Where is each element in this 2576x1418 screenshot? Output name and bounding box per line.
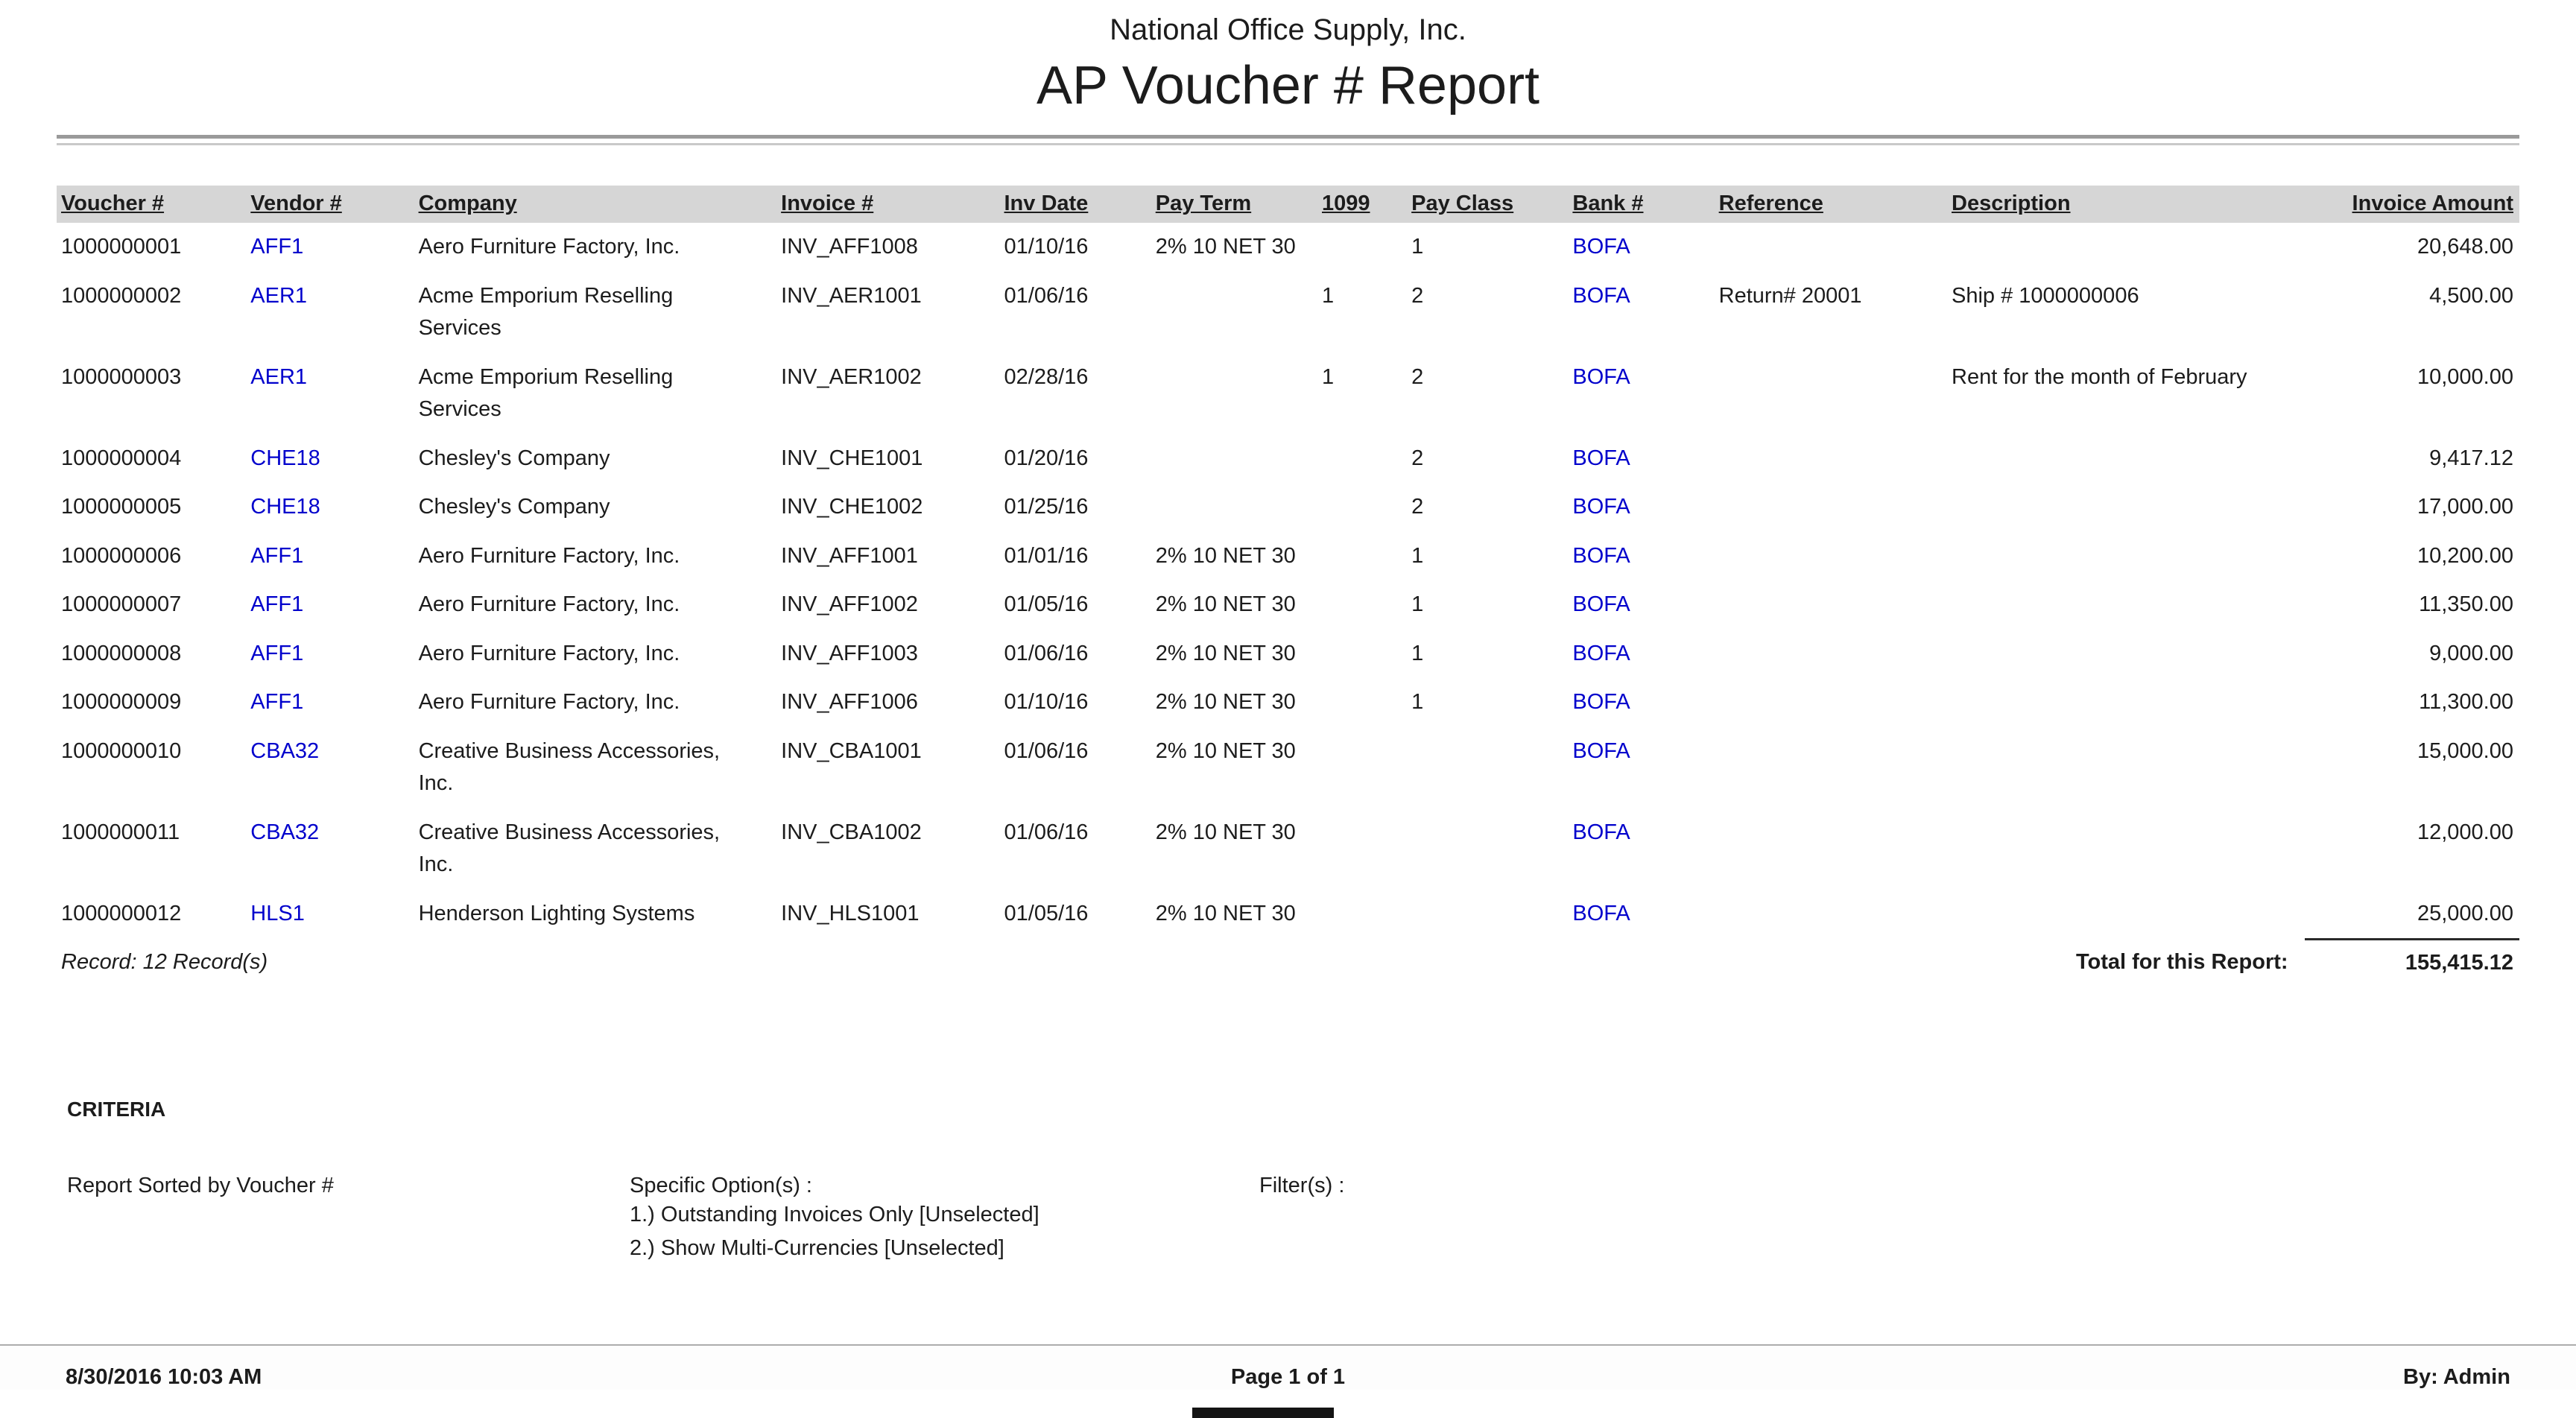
invoice-number-cell: INV_AFF1002: [781, 592, 918, 617]
table-row: [57, 483, 2519, 532]
invoice-amount-cell: 4,500.00: [2429, 283, 2513, 308]
report-header: [0, 0, 2576, 115]
reference-cell: [1715, 434, 1947, 484]
bank-link[interactable]: BOFA: [1572, 738, 1630, 763]
description-cell: [1947, 483, 2305, 532]
voucher-number-cell: 1000000011: [61, 820, 180, 844]
bank-link[interactable]: BOFA: [1572, 592, 1630, 617]
invoice-number-cell: INV_CHE1002: [781, 495, 923, 519]
col-pay-term: Pay Term: [1151, 186, 1317, 223]
company-cell: Aero Furniture Factory, Inc.: [418, 235, 680, 259]
invoice-number-cell: INV_CBA1002: [781, 820, 922, 844]
company-cell: Acme Emporium Reselling Services: [418, 283, 674, 341]
inv-date-cell: 01/01/16: [1004, 543, 1089, 568]
invoice-amount-cell: 12,000.00: [2417, 820, 2513, 844]
table-row: [57, 727, 2519, 808]
reference-cell: [1715, 483, 1947, 532]
reference-cell: [1715, 223, 1947, 272]
table-row: [57, 532, 2519, 581]
voucher-number-cell: 1000000004: [61, 446, 182, 470]
bottom-dark-bar: [1192, 1408, 1334, 1418]
footer-by-user: By: Admin: [2403, 1365, 2510, 1389]
bank-link[interactable]: BOFA: [1572, 495, 1630, 519]
inv-date-cell: 02/28/16: [1004, 364, 1089, 389]
footer-page-number: Page 1 of 1: [1230, 1365, 1346, 1389]
reference-cell: [1715, 580, 1947, 630]
vendor-link[interactable]: CBA32: [250, 820, 320, 844]
pay-class-cell: [1407, 890, 1568, 940]
invoice-amount-cell: 11,350.00: [2419, 592, 2513, 617]
criteria-filters-label: Filter(s) :: [1259, 1173, 1345, 1197]
ten99-cell: [1317, 727, 1407, 808]
pay-term-cell: 2% 10 NET 30: [1155, 543, 1296, 568]
vendor-link[interactable]: AFF1: [250, 641, 304, 665]
reference-cell: [1715, 630, 1947, 679]
ten99-cell: [1317, 630, 1407, 679]
pay-class-cell: [1407, 808, 1568, 890]
pay-class-cell: 1: [1411, 641, 1424, 665]
option-item: 1.) Outstanding Invoices Only [Unselected]: [630, 1202, 1039, 1226]
voucher-table-wrap: [57, 186, 2519, 985]
record-count: Record: 12 Record(s): [61, 950, 268, 975]
description-cell: [1947, 434, 2305, 484]
table-row: [57, 353, 2519, 434]
col-vendor: Vendor #: [246, 186, 414, 223]
footer-datetime: 8/30/2016 10:03 AM: [66, 1365, 262, 1389]
pay-class-cell: 1: [1411, 543, 1424, 568]
invoice-number-cell: INV_CBA1001: [781, 738, 922, 763]
bank-link[interactable]: BOFA: [1572, 446, 1630, 470]
inv-date-cell: 01/06/16: [1004, 738, 1089, 763]
bank-link[interactable]: BOFA: [1572, 641, 1630, 665]
pay-class-cell: 2: [1411, 364, 1424, 389]
voucher-number-cell: 1000000006: [61, 543, 182, 568]
description-cell: [1947, 808, 2305, 890]
reference-cell: [1715, 678, 1947, 727]
vendor-link[interactable]: AFF1: [250, 592, 304, 617]
vendor-link[interactable]: AFF1: [250, 690, 304, 715]
inv-date-cell: 01/10/16: [1004, 235, 1089, 259]
vendor-link[interactable]: AER1: [250, 283, 308, 308]
inv-date-cell: 01/06/16: [1004, 820, 1089, 844]
company-cell: Acme Emporium Reselling Services: [418, 364, 674, 422]
col-voucher: Voucher #: [57, 186, 246, 223]
invoice-amount-cell: 25,000.00: [2417, 901, 2513, 925]
pay-class-cell: 2: [1411, 283, 1424, 308]
col-pay-class: Pay Class: [1407, 186, 1568, 223]
total-amount: 155,415.12: [2305, 940, 2519, 986]
pay-class-cell: 1: [1411, 235, 1424, 259]
bank-link[interactable]: BOFA: [1572, 283, 1630, 308]
voucher-number-cell: 1000000012: [61, 901, 182, 925]
header-divider: [57, 135, 2519, 145]
table-row: [57, 223, 2519, 272]
pay-term-cell: 2% 10 NET 30: [1155, 690, 1296, 715]
pay-term-cell: [1151, 434, 1317, 484]
col-1099: 1099: [1317, 186, 1407, 223]
invoice-number-cell: INV_AFF1001: [781, 543, 918, 568]
description-cell: Ship # 1000000006: [1952, 283, 2139, 308]
table-row: [57, 808, 2519, 890]
ten99-cell: [1317, 678, 1407, 727]
voucher-number-cell: 1000000003: [61, 364, 182, 389]
criteria-section: [67, 1098, 2519, 1265]
voucher-table-body: [57, 223, 2519, 940]
ten99-cell: [1317, 532, 1407, 581]
invoice-number-cell: INV_AFF1008: [781, 235, 918, 259]
option-item: 2.) Show Multi-Currencies [Unselected]: [630, 1235, 1004, 1260]
pay-term-cell: 2% 10 NET 30: [1155, 820, 1296, 844]
inv-date-cell: 01/20/16: [1004, 446, 1089, 470]
ten99-cell: [1317, 434, 1407, 484]
description-cell: [1947, 678, 2305, 727]
company-cell: Chesley's Company: [418, 495, 610, 519]
vendor-link[interactable]: CHE18: [250, 446, 320, 470]
pay-class-cell: 2: [1411, 495, 1424, 519]
voucher-number-cell: 1000000002: [61, 283, 182, 308]
reference-cell: [1715, 532, 1947, 581]
reference-cell: [1715, 890, 1947, 940]
invoice-number-cell: INV_AER1001: [781, 283, 922, 308]
col-invoice: Invoice #: [776, 186, 999, 223]
company-cell: Aero Furniture Factory, Inc.: [418, 641, 680, 665]
ten99-cell: [1317, 483, 1407, 532]
report-footer: [0, 1344, 2576, 1390]
pay-term-cell: 2% 10 NET 30: [1155, 641, 1296, 665]
vendor-link[interactable]: AFF1: [250, 235, 304, 259]
invoice-amount-cell: 9,000.00: [2429, 641, 2513, 665]
page-title: AP Voucher # Report: [1036, 56, 1540, 115]
invoice-number-cell: INV_CHE1001: [781, 446, 923, 470]
vendor-link[interactable]: AFF1: [250, 543, 304, 568]
col-inv-date: Inv Date: [1000, 186, 1151, 223]
reference-cell: [1715, 808, 1947, 890]
bank-link[interactable]: BOFA: [1572, 543, 1630, 568]
invoice-number-cell: INV_HLS1001: [781, 901, 920, 925]
options-list: [630, 1198, 1259, 1265]
invoice-number-cell: INV_AFF1006: [781, 690, 918, 715]
company-cell: Henderson Lighting Systems: [418, 901, 695, 925]
invoice-amount-cell: 11,300.00: [2419, 690, 2513, 715]
invoice-amount-cell: 20,648.00: [2417, 235, 2513, 259]
vendor-link[interactable]: CBA32: [250, 738, 320, 763]
table-header: [57, 186, 2519, 223]
company-cell: Aero Furniture Factory, Inc.: [418, 543, 680, 568]
invoice-amount-cell: 10,200.00: [2417, 543, 2513, 568]
table-footer: [57, 940, 2519, 986]
vendor-link[interactable]: AER1: [250, 364, 308, 389]
total-label: Total for this Report:: [2075, 950, 2288, 975]
ten99-cell: [1317, 223, 1407, 272]
pay-class-cell: 1: [1411, 592, 1424, 617]
options-label: Specific Option(s) :: [630, 1173, 812, 1197]
invoice-number-cell: INV_AFF1003: [781, 641, 918, 665]
bank-link[interactable]: BOFA: [1572, 364, 1630, 389]
criteria-options: [630, 1174, 1259, 1265]
vendor-link[interactable]: HLS1: [250, 901, 305, 925]
totals-row: [57, 940, 2519, 986]
reference-cell: Return# 20001: [1718, 283, 1862, 308]
criteria-heading: CRITERIA: [67, 1097, 166, 1121]
ten99-cell: [1317, 580, 1407, 630]
description-cell: [1947, 727, 2305, 808]
pay-term-cell: [1151, 272, 1317, 353]
bank-link[interactable]: BOFA: [1572, 820, 1630, 844]
pay-term-cell: [1151, 353, 1317, 434]
company-cell: Creative Business Accessories, Inc.: [418, 820, 721, 877]
table-row: [57, 630, 2519, 679]
invoice-amount-cell: 9,417.12: [2429, 446, 2513, 470]
description-cell: [1947, 580, 2305, 630]
inv-date-cell: 01/06/16: [1004, 641, 1089, 665]
pay-class-cell: 1: [1411, 690, 1424, 715]
table-row: [57, 434, 2519, 484]
pay-class-cell: 2: [1411, 446, 1424, 470]
table-header-row: [57, 186, 2519, 223]
col-description: Description: [1947, 186, 2305, 223]
invoice-number-cell: INV_AER1002: [781, 364, 922, 389]
voucher-number-cell: 1000000001: [61, 235, 182, 259]
pay-term-cell: 2% 10 NET 30: [1155, 592, 1296, 617]
criteria-sorted-by: Report Sorted by Voucher #: [67, 1173, 334, 1197]
table-row: [57, 272, 2519, 353]
bank-link[interactable]: BOFA: [1572, 690, 1630, 715]
pay-term-cell: 2% 10 NET 30: [1155, 235, 1296, 259]
pay-term-cell: [1151, 483, 1317, 532]
invoice-amount-cell: 17,000.00: [2417, 495, 2513, 519]
voucher-number-cell: 1000000010: [61, 738, 182, 763]
inv-date-cell: 01/06/16: [1004, 283, 1089, 308]
reference-cell: [1715, 353, 1947, 434]
col-bank: Bank #: [1568, 186, 1714, 223]
description-cell: [1947, 223, 2305, 272]
company-cell: Creative Business Accessories, Inc.: [418, 738, 721, 796]
table-row: [57, 580, 2519, 630]
pay-class-cell: [1407, 727, 1568, 808]
description-cell: [1947, 890, 2305, 940]
inv-date-cell: 01/05/16: [1004, 901, 1089, 925]
table-row: [57, 890, 2519, 940]
inv-date-cell: 01/25/16: [1004, 495, 1089, 519]
col-reference: Reference: [1715, 186, 1947, 223]
pay-term-cell: 2% 10 NET 30: [1155, 738, 1296, 763]
bank-link[interactable]: BOFA: [1572, 235, 1630, 259]
voucher-number-cell: 1000000005: [61, 495, 182, 519]
voucher-number-cell: 1000000007: [61, 592, 182, 617]
voucher-table: [57, 186, 2519, 985]
company-cell: Aero Furniture Factory, Inc.: [418, 592, 680, 617]
ten99-cell: 1: [1322, 364, 1335, 389]
company-name: National Office Supply, Inc.: [1110, 13, 1466, 46]
voucher-number-cell: 1000000009: [61, 690, 182, 715]
ten99-cell: [1317, 808, 1407, 890]
description-cell: Rent for the month of February: [1952, 364, 2247, 389]
company-cell: Aero Furniture Factory, Inc.: [418, 690, 680, 715]
description-cell: [1947, 532, 2305, 581]
col-company: Company: [414, 186, 777, 223]
col-invoice-amount: Invoice Amount: [2305, 186, 2519, 223]
invoice-amount-cell: 15,000.00: [2417, 738, 2513, 763]
table-row: [57, 678, 2519, 727]
inv-date-cell: 01/05/16: [1004, 592, 1089, 617]
invoice-amount-cell: 10,000.00: [2417, 364, 2513, 389]
pay-term-cell: 2% 10 NET 30: [1155, 901, 1296, 925]
description-cell: [1947, 630, 2305, 679]
ten99-cell: 1: [1322, 283, 1335, 308]
voucher-number-cell: 1000000008: [61, 641, 182, 665]
company-cell: Chesley's Company: [418, 446, 610, 470]
bank-link[interactable]: BOFA: [1572, 901, 1630, 925]
inv-date-cell: 01/10/16: [1004, 690, 1089, 715]
reference-cell: [1715, 727, 1947, 808]
ten99-cell: [1317, 890, 1407, 940]
vendor-link[interactable]: CHE18: [250, 495, 320, 519]
